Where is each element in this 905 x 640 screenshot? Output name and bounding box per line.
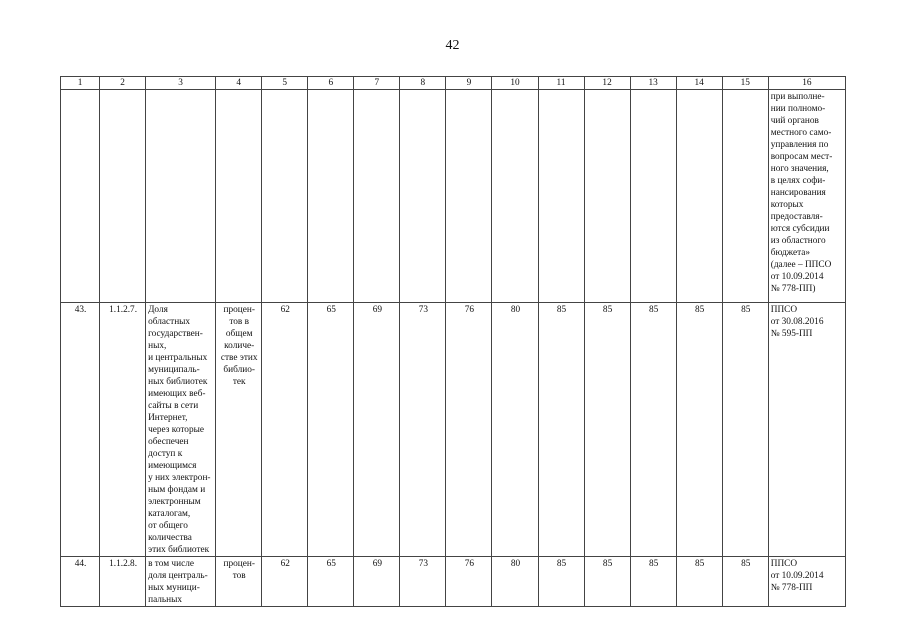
table-row <box>61 303 846 557</box>
indicator-table <box>60 76 846 607</box>
header-cell: 15 <box>722 77 768 90</box>
value-cell: 85 <box>630 557 676 607</box>
value-cell <box>262 90 308 303</box>
value-cell: 85 <box>722 557 768 607</box>
value-cell: 85 <box>538 303 584 557</box>
row-number: 43. <box>61 303 100 557</box>
source-document: при выполне- нии полномо- чий органов местного само- управления по вопросам мест- ного значения, в целях софи- нансирования которых предоставля- ются субсидии из областного бюджета» (далее – ППСО от 10.09.2014 № 778-ПП) <box>768 90 845 303</box>
value-cell <box>676 90 722 303</box>
header-cell: 9 <box>446 77 492 90</box>
value-cell: 65 <box>308 557 354 607</box>
value-cell: 85 <box>630 303 676 557</box>
indicator-code: 1.1.2.8. <box>100 557 146 607</box>
header-cell: 13 <box>630 77 676 90</box>
header-cell: 12 <box>584 77 630 90</box>
value-cell <box>446 90 492 303</box>
header-cell: 4 <box>216 77 262 90</box>
header-cell: 5 <box>262 77 308 90</box>
value-cell: 69 <box>354 557 400 607</box>
indicator-code: 1.1.2.7. <box>100 303 146 557</box>
header-cell: 2 <box>100 77 146 90</box>
row-number <box>61 90 100 303</box>
value-cell: 62 <box>262 557 308 607</box>
header-cell: 8 <box>400 77 446 90</box>
value-cell <box>492 90 538 303</box>
page-number: 42 <box>445 38 460 53</box>
header-cell: 14 <box>676 77 722 90</box>
value-cell: 85 <box>676 557 722 607</box>
header-cell: 3 <box>146 77 216 90</box>
value-cell <box>400 90 446 303</box>
source-document: ППСО от 10.09.2014 № 778-ПП <box>768 557 845 607</box>
indicator-code <box>100 90 146 303</box>
value-cell: 85 <box>676 303 722 557</box>
header-cell: 16 <box>768 77 845 90</box>
value-cell: 80 <box>492 557 538 607</box>
table-row <box>61 557 846 607</box>
row-number: 44. <box>61 557 100 607</box>
header-cell: 6 <box>308 77 354 90</box>
header-cell: 1 <box>61 77 100 90</box>
value-cell <box>538 90 584 303</box>
value-cell: 76 <box>446 303 492 557</box>
value-cell: 65 <box>308 303 354 557</box>
value-cell: 73 <box>400 557 446 607</box>
value-cell: 76 <box>446 557 492 607</box>
value-cell: 80 <box>492 303 538 557</box>
value-cell: 62 <box>262 303 308 557</box>
value-cell: 85 <box>584 303 630 557</box>
header-cell: 7 <box>354 77 400 90</box>
indicator-name <box>146 90 216 303</box>
unit-of-measure <box>216 90 262 303</box>
value-cell <box>630 90 676 303</box>
value-cell <box>308 90 354 303</box>
table-row <box>61 90 846 303</box>
source-document: ППСО от 30.08.2016 № 595-ПП <box>768 303 845 557</box>
value-cell <box>722 90 768 303</box>
value-cell: 73 <box>400 303 446 557</box>
indicator-name: в том числе доля централь- ных муници- пальных <box>146 557 216 607</box>
header-cell: 11 <box>538 77 584 90</box>
table-header-row <box>61 77 846 90</box>
value-cell <box>354 90 400 303</box>
value-cell: 69 <box>354 303 400 557</box>
value-cell: 85 <box>584 557 630 607</box>
unit-of-measure: процен- тов в общем количе- стве этих библио- тек <box>216 303 262 557</box>
value-cell: 85 <box>538 557 584 607</box>
header-cell: 10 <box>492 77 538 90</box>
value-cell: 85 <box>722 303 768 557</box>
unit-of-measure: процен- тов <box>216 557 262 607</box>
indicator-name: Доля областных государствен- ных, и центральных муниципаль- ных библиотек имеющих веб- сайты в сети Интернет, через которые обеспечен доступ к имеющимся у них электрон- ным фондам и электронным каталогам, от общего количества этих библиотек <box>146 303 216 557</box>
value-cell <box>584 90 630 303</box>
